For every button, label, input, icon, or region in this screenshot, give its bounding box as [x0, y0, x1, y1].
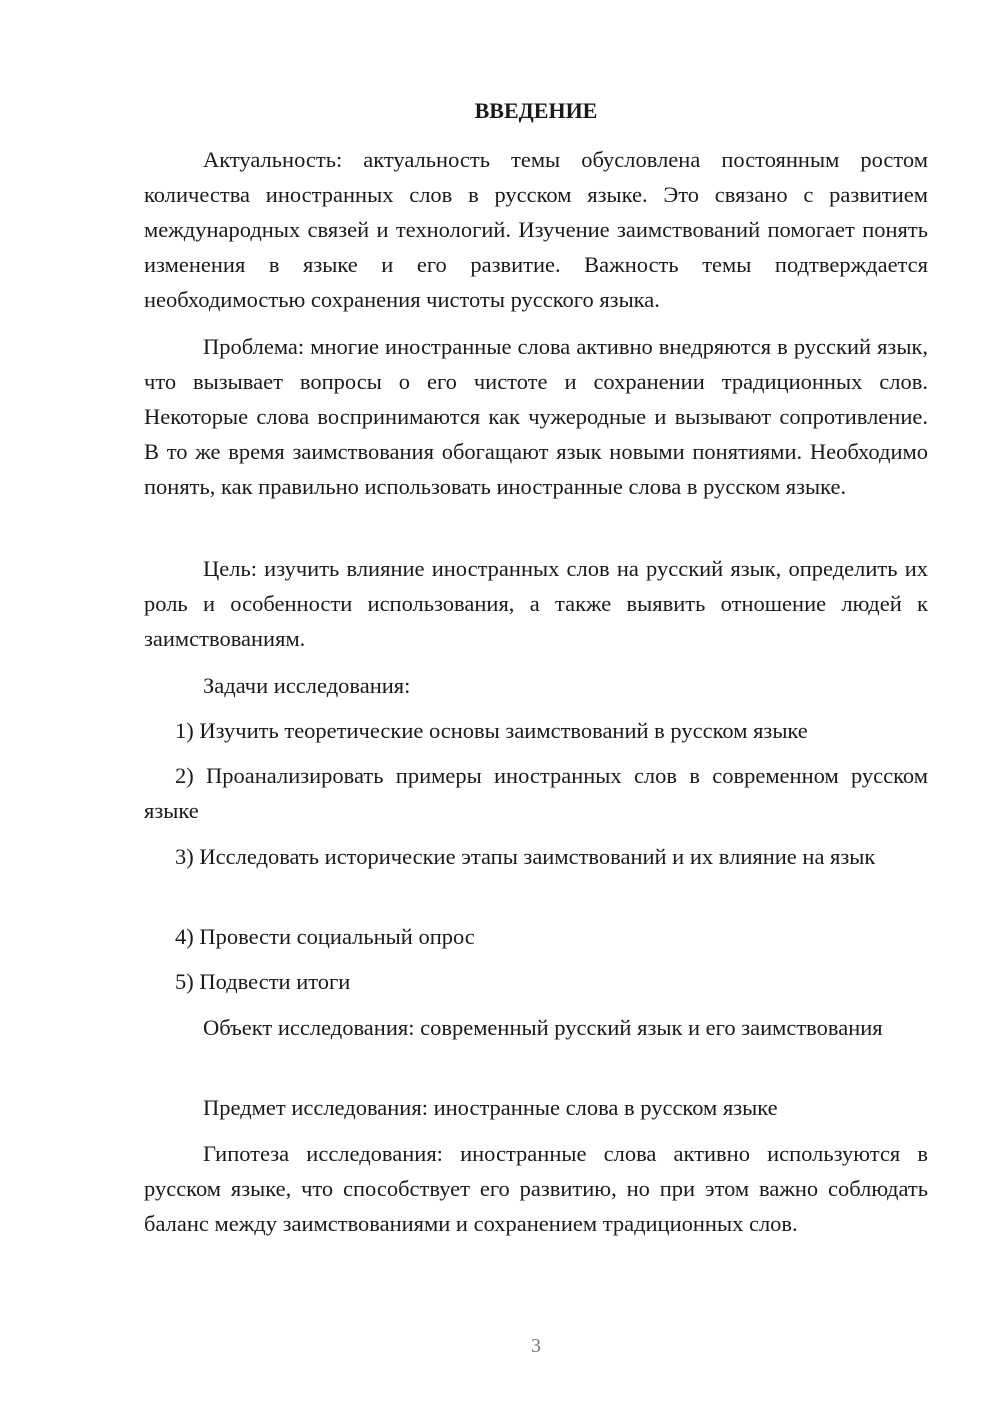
task-item-3: 3) Исследовать исторические этапы заимствований и их влияние на язык: [175, 844, 876, 869]
task-item-5: 5) Подвести итоги: [175, 969, 351, 994]
problem-paragraph: Проблема: многие иностранные слова активно внедряются в русский язык, что вызывает вопросы о его чистоте и сохранении традиционных слов. Некоторые слова воспринимаются как чужеродные и вызывают сопротивление. В то же время заимствования обогащают язык новыми понятиями. Необходимо понять, как правильно использовать иностранные слова в русском языке.: [144, 334, 928, 499]
task-item-2: 2) Проанализировать примеры иностранных слов в современном русском языке: [144, 763, 928, 823]
task-item-1: 1) Изучить теоретические основы заимствований в русском языке: [175, 718, 808, 743]
object-paragraph: Объект исследования: современный русский язык и его заимствования: [203, 1015, 883, 1040]
subject-paragraph: Предмет исследования: иностранные слова в русском языке: [203, 1095, 778, 1120]
task-item-4: 4) Провести социальный опрос: [175, 924, 475, 949]
goal-paragraph: Цель: изучить влияние иностранных слов на русский язык, определить их роль и особенности использования, а также выявить отношение людей к заимствованиям.: [144, 556, 928, 651]
relevance-paragraph: Актуальность: актуальность темы обусловлена постоянным ростом количества иностранных слов в русском языке. Это связано с развитием международных связей и технологий. Изучение заимствований помогает понять изменения в языке и его развитие. Важность темы подтверждается необходимостью сохранения чистоты русского языка.: [144, 147, 928, 312]
section-heading: ВВЕДЕНИЕ: [474, 98, 598, 123]
tasks-title: Задачи исследования:: [203, 673, 411, 698]
page-number: 3: [531, 1335, 541, 1357]
document-page: [144, 0, 928, 1414]
hypothesis-paragraph: Гипотеза исследования: иностранные слова активно используются в русском языке, что способствует его развитию, но при этом важно соблюдать баланс между заимствованиями и сохранением традиционных слов.: [144, 1141, 928, 1236]
